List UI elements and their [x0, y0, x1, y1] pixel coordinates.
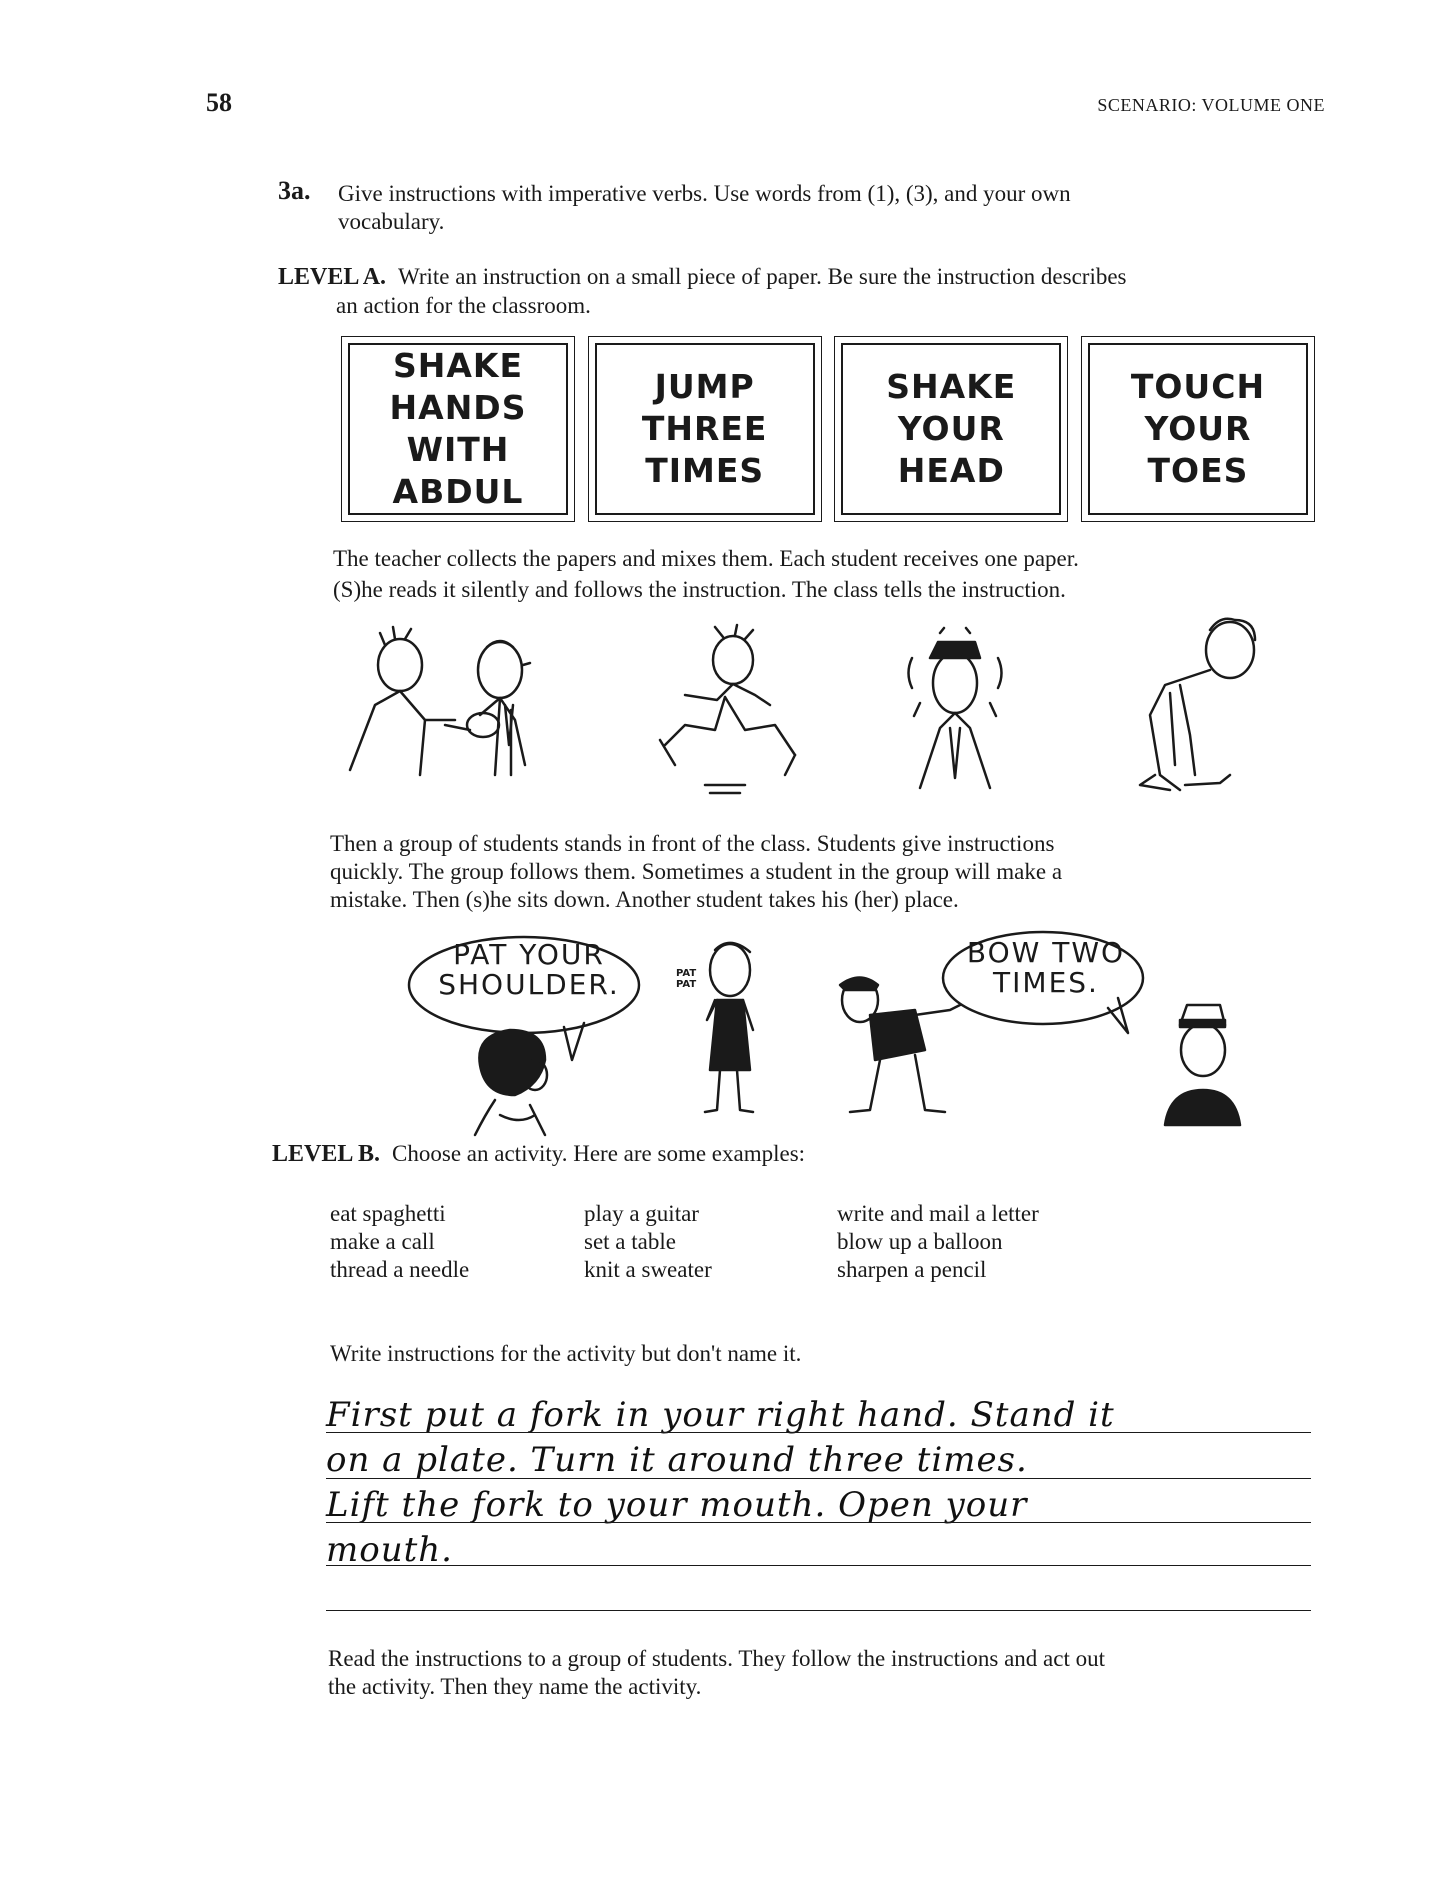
- level-b-text: Choose an activity. Here are some examples:: [392, 1141, 806, 1166]
- level-a-para2-line1: Then a group of students stands in front of the class. Students give instructions: [330, 831, 1055, 856]
- writing-line: [326, 1522, 1311, 1523]
- instruction-cards: [348, 343, 1308, 521]
- card-text: TOUCH YOUR TOES: [1130, 367, 1266, 490]
- examples-column-2: [584, 1200, 712, 1284]
- man-hat-illustration: [1155, 995, 1245, 1125]
- jumping-illustration: [645, 625, 805, 795]
- example-item: blow up a balloon: [837, 1229, 1003, 1254]
- page-number: 58: [206, 88, 232, 117]
- bowing-illustration: [830, 970, 970, 1120]
- example-item: eat spaghetti: [330, 1201, 446, 1226]
- level-a-text-line1: Write an instruction on a small piece of paper. Be sure the instruction describes: [398, 264, 1127, 289]
- writing-line: [326, 1610, 1311, 1611]
- instruction-card: [348, 343, 568, 515]
- example-item: write and mail a letter: [837, 1201, 1039, 1226]
- instruction-card: [595, 343, 815, 515]
- closing-line2: the activity. Then they name the activity.: [328, 1674, 702, 1699]
- patting-shoulder-illustration: [695, 940, 765, 1120]
- card-text: SHAKE HANDS WITH ABDUL: [389, 346, 527, 511]
- bubble-left-text: PAT YOUR SHOULDER.: [438, 938, 620, 1001]
- example-item: thread a needle: [330, 1257, 470, 1282]
- woman-speaking-illustration: [465, 1025, 575, 1135]
- card-text: JUMP THREE TIMES: [641, 367, 768, 490]
- instruction-card: [1088, 343, 1308, 515]
- handshake-illustration: [345, 625, 575, 780]
- section-3a-text-line2: vocabulary.: [338, 209, 445, 234]
- section-3a: [278, 176, 311, 206]
- level-a-label: LEVEL A.: [278, 264, 387, 290]
- writing-line: [326, 1478, 1311, 1479]
- example-item: make a call: [330, 1229, 435, 1254]
- shaking-head-illustration: [900, 628, 1010, 803]
- handwritten-line: First put a fork in your right hand. Stand it: [326, 1395, 1115, 1435]
- writing-line: [326, 1565, 1311, 1566]
- level-a-para1-line1: The teacher collects the papers and mixes them. Each student receives one paper.: [333, 546, 1079, 571]
- card-text: SHAKE YOUR HEAD: [886, 367, 1017, 490]
- level-b-heading: [272, 1140, 805, 1168]
- examples-column-1: [330, 1200, 469, 1284]
- handwritten-line: Lift the fork to your mouth. Open your: [326, 1485, 1028, 1525]
- example-item: play a guitar: [584, 1201, 699, 1226]
- handwritten-line: on a plate. Turn it around three times.: [326, 1440, 1028, 1480]
- level-a-para2-line3: mistake. Then (s)he sits down. Another student takes his (her) place.: [330, 887, 959, 912]
- example-item: knit a sweater: [584, 1257, 712, 1282]
- section-3a-label: 3a.: [278, 176, 311, 205]
- instruction-card: [841, 343, 1061, 515]
- bubble-right-text: BOW TWO TIMES.: [966, 936, 1126, 999]
- level-a-heading: [278, 263, 1127, 291]
- handwritten-line: mouth.: [326, 1530, 453, 1570]
- level-a-para1-line2: (S)he reads it silently and follows the instruction. The class tells the instruction.: [333, 577, 1066, 602]
- level-b-label: LEVEL B.: [272, 1141, 381, 1167]
- example-item: set a table: [584, 1229, 676, 1254]
- pat-label: PAT PAT: [676, 968, 697, 990]
- level-a-text-line2: an action for the classroom.: [336, 293, 591, 318]
- examples-column-3: [837, 1200, 1039, 1284]
- level-a-para2-line2: quickly. The group follows them. Sometimes a student in the group will make a: [330, 859, 1063, 884]
- touching-toes-illustration: [1125, 615, 1265, 805]
- closing-line1: Read the instructions to a group of students. They follow the instructions and act out: [328, 1646, 1105, 1671]
- writing-line: [326, 1432, 1311, 1433]
- write-prompt: Write instructions for the activity but don't name it.: [330, 1341, 802, 1366]
- example-item: sharpen a pencil: [837, 1257, 987, 1282]
- running-head: SCENARIO: VOLUME ONE: [1097, 95, 1325, 115]
- section-3a-text-line1: Give instructions with imperative verbs. Use words from (1), (3), and your own: [338, 181, 1071, 206]
